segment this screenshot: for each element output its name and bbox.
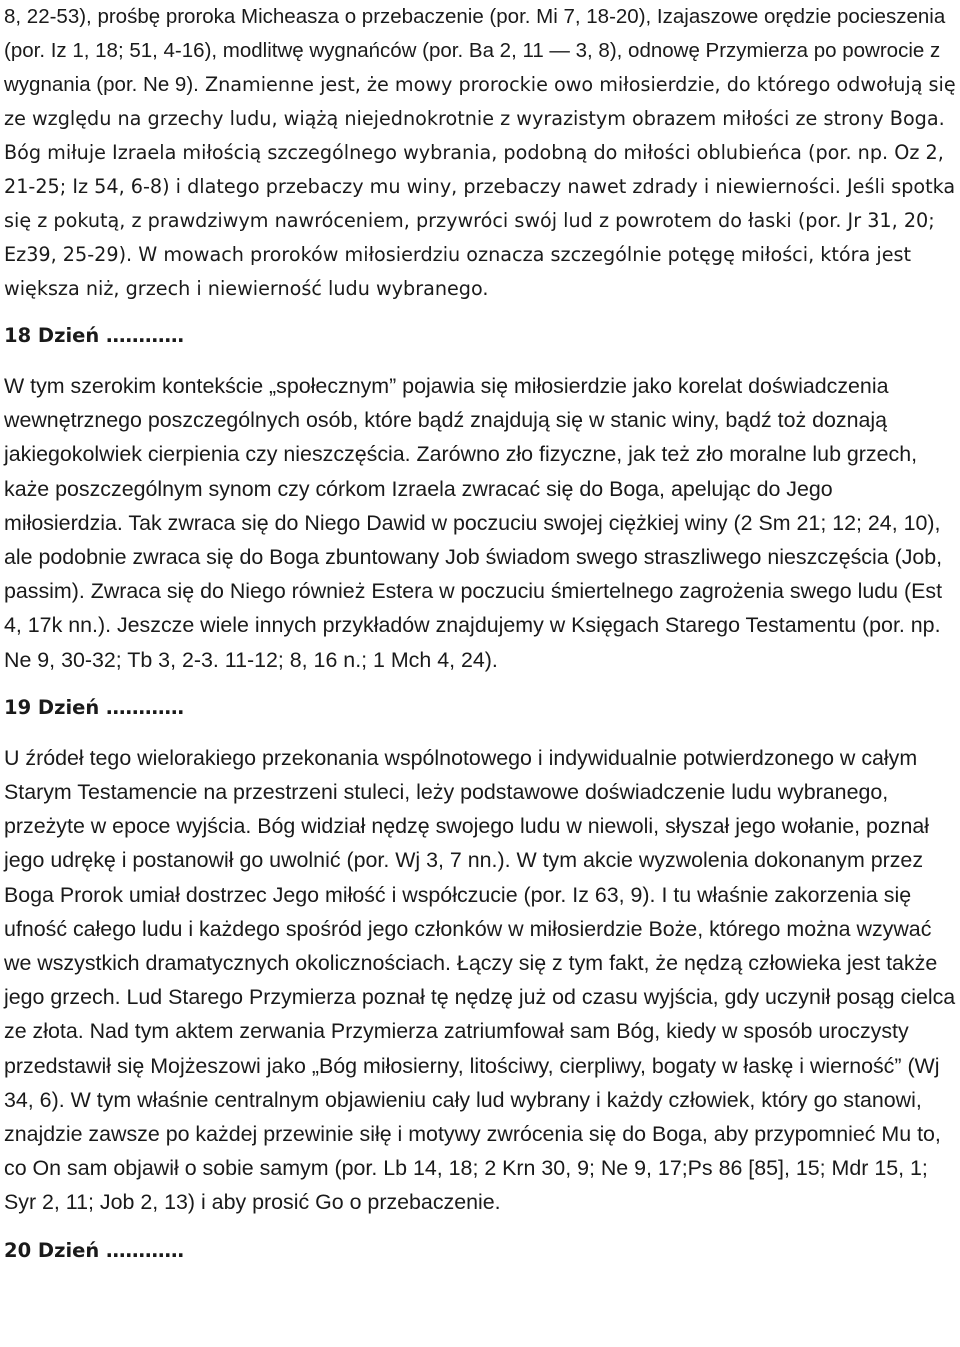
section-body-18: W tym szerokim kontekście „społecznym” pojawia się miłosierdzie jako korelat doświadczenia wewnętrznego poszczególnych osób, które bądź znajdują się w stanic winy, bądź toż doznają jakiegokolwiek cierpienia czy nieszczęścia. Zarówno zło fizyczne, jak też zło moralne lub grzech, każe poszczególnym synom czy córkom Izraela zwracać się do Boga, apelując do Jego miłosierdzia. Tak zwraca się do Niego Dawid w poczuciu swojej ciężkiej winy (2 Sm 21; 12; 24, 10), ale podobnie zwraca się do Boga zbuntowany Job świadom swego straszliwego nieszczęścia (Job, passim). Zwraca się do Niego również Estera w poczuciu śmiertelnego zagrożenia swego ludu (Est 4, 17k nn.). Jeszcze wiele innych przykładów znajdujemy w Księgach Starego Testamentu (por. np. Ne 9, 30-32; Tb 3, 2-3. 11-12; 8, 16 n.; 1 Mch 4, 24). xyxy=(4,374,943,672)
intro-paragraph xyxy=(4,0,956,306)
section-heading-20: 20 Dzień ………… xyxy=(4,1238,185,1262)
intro-text-part-b: Znamienne jest, że mowy prorockie owo miłosierdzie, do którego odwołują się ze względu na grzechy ludu, wiążą niejednokrotnie z wyrazistym obrazem miłości ze strony Boga. Bóg miłuje Izraela miłością szczególnego wybrania, podobną do miłości oblubieńca (por. np. Oz 2, 21-25; Iz 54, 6-8) i dlatego przebaczy mu winy, przebaczy nawet zdrady i niewierności. Jeśli spotka się z pokutą, z prawdziwym nawróceniem, przywróci swój lud z powrotem do łaski (por. Jr 31, 20; Ez39, 25-29). W mowach proroków miłosierdziu oznacza szczególnie potęgę miłości, która jest większa niż, grzech i niewierność ludu wybranego. xyxy=(4,73,956,300)
intro-text-part-a: 8, 22-53), prośbę proroka Micheasza o przebaczenie (por. Mi 7, 18-20), Izajaszowe orędzie pocieszenia (por. Iz 1, 18; 51, 4-16), modlitwę wygnańców (por. Ba 2, 11 — 3, 8), odnowę Przymierza po powrocie z wygnania (por. Ne 9). xyxy=(4,5,946,96)
document-page xyxy=(4,0,956,1268)
section-heading-19: 19 Dzień ………… xyxy=(4,695,185,719)
section-body-19: U źródeł tego wielorakiego przekonania wspólnotowego i indywidualnie potwierdzonego w całym Starym Testamencie na przestrzeni stuleci, leży podstawowe doświadczenie ludu wybranego, przeżyte w epoce wyjścia. Bóg widział nędzę swojego ludu w niewoli, słyszał jego wołanie, poznał jego udrękę i postanowił go uwolnić (por. Wj 3, 7 nn.). W tym akcie wyzwolenia dokonanym przez Boga Prorok umiał dostrzec Jego miłość i współczucie (por. Iz 63, 9). I tu właśnie zakorzenia się ufność całego ludu i każdego spośród jego członków w miłosierdzie Boże, którego można wzywać we wszystkich dramatycznych okolicznościach. Łączy się z tym fakt, że nędzą człowieka jest także jego grzech. Lud Starego Przymierza poznał tę nędzę już od czasu wyjścia, gdy uczynił posąg cielca ze złota. Nad tym aktem zerwania Przymierza zatriumfował sam Bóg, kiedy w sposób uroczysty przedstawił się Mojżeszowi jako „Bóg miłosierny, litościwy, cierpliwy, bogaty w łaskę i wierność” (Wj 34, 6). W tym właśnie centralnym objawieniu cały lud wybrany i każdy człowiek, który go stanowi, znajdzie zawsze po każdej przewinie siłę i motywy zwrócenia się do Boga, aby przypomnieć Mu to, co On sam objawił o sobie samym (por. Lb 14, 18; 2 Krn 30, 9; Ne 9, 17;Ps 86 [85], 15; Mdr 15, 1; Syr 2, 11; Job 2, 13) i aby prosić Go o przebaczenie. xyxy=(4,745,956,1215)
section-heading-18: 18 Dzień ………… xyxy=(4,324,185,347)
